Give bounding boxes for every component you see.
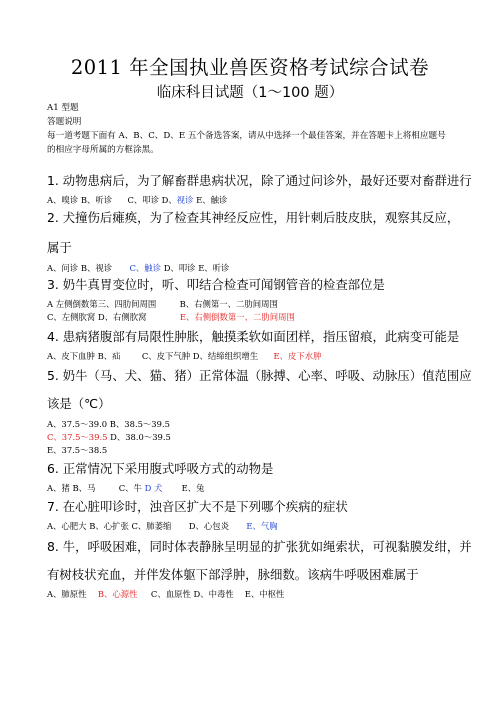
question-6-options <box>47 482 205 494</box>
question-5-options-row-2 <box>47 431 171 443</box>
page-title: 2011 年全国执业兽医资格考试综合试卷 <box>70 56 430 79</box>
option-d: D、心包炎 <box>188 521 229 531</box>
option-ab: A、猪 B、马 <box>47 483 96 493</box>
option-a: A 左侧倒数第三、四肋间周围 <box>47 299 157 309</box>
question-3-options-row-1 <box>47 298 278 310</box>
option-d-highlight: D 犬 <box>144 483 163 493</box>
question-3-options-row-2 <box>47 311 295 323</box>
question-7-stem: 7. 在心脏叩诊时，浊音区扩大不是下列哪个疾病的症状 <box>47 499 348 514</box>
option-b-highlight: B、心源性 <box>97 589 138 599</box>
question-4-stem: 4. 患病猪腹部有局限性肿胀，触摸柔软如面团样，指压留痕，此病变可能是 <box>47 329 460 344</box>
option-abc: A、心肥大 B、心扩张 C、肺萎缩 <box>47 521 172 531</box>
instructions-line-1: 每一道考题下面有 A、B、C、D、E 五个备选答案，请从中选择一个最佳答案，并在答题卡上将相应题号 <box>47 131 446 141</box>
question-5-options-row-1: A、37.5～39.0 B、38.5～39.5 <box>47 419 170 429</box>
option-c: C、叩诊 D、 <box>127 195 177 205</box>
option-d-highlight: 视诊 <box>176 195 194 205</box>
instructions-line-2: 的相应字母所属的方框涂黑。 <box>47 145 159 155</box>
option-d: D、38.0～39.5 <box>107 432 171 442</box>
option-e-highlight: E、右侧倒数第一、二肋间周围 <box>179 312 295 322</box>
option-cde: C、血原性 D、中毒性 E、中枢性 <box>150 589 285 599</box>
option-e-highlight: E、气胸 <box>246 521 278 531</box>
option-c: C、牛 <box>118 483 142 493</box>
question-type: A1 型题 <box>47 103 79 113</box>
question-5-options-row-3: E、37.5～38.5 <box>47 445 108 455</box>
option-cd: C、左侧肷窝 D、右侧肷窝 <box>47 312 147 322</box>
option-e-highlight: E、皮下水肿 <box>273 351 322 361</box>
option-c-highlight: C、触诊 <box>129 263 162 273</box>
question-2-options <box>47 262 229 274</box>
option-ab: A、问诊 B、视诊 <box>47 263 113 273</box>
option-e: E、兔 <box>181 483 205 493</box>
instructions-label: 答题说明 <box>47 117 82 127</box>
question-8-stem-line-2: 有树枝状充血，并伴发体躯下部浮肿，脉细数。该病牛呼吸困难属于 <box>47 567 419 582</box>
question-5-stem-line-1: 5. 奶牛（马、犬、猫、猪）正常体温（脉搏、心率、呼吸、动脉压）值范围应 <box>47 368 472 383</box>
option-de: D、叩诊 E、听诊 <box>163 263 230 273</box>
question-1-stem: 1. 动物患病后，为了解畜群患病状况，除了通过问诊外，最好还要对畜群进行 <box>47 173 472 188</box>
question-5-stem-line-2: 该是（℃） <box>47 396 111 411</box>
page-subtitle: 临床科目试题（1～100 题） <box>156 85 344 101</box>
question-2-stem-line-2: 属于 <box>47 240 72 255</box>
option-e: E、触诊 <box>193 195 228 205</box>
option-c-highlight: C、37.5～39.5 <box>47 432 108 442</box>
question-6-stem: 6. 正常情况下采用腹式呼吸方式的动物是 <box>47 461 274 476</box>
question-2-stem-line-1: 2. 犬撞伤后瘫痪，为了检查其神经反应性，用针刺后肢皮肤，观察其反应， <box>47 210 460 225</box>
question-1-options <box>47 194 227 206</box>
option-b: B、右侧第一、二肋间周围 <box>179 299 278 309</box>
option-ab: A、嗅诊 B、听诊 <box>47 195 113 205</box>
option-cd: C、皮下气肿 D、结缔组织增生 <box>141 351 259 361</box>
option-a: A、肺原性 <box>47 589 87 599</box>
question-8-stem-line-1: 8. 牛，呼吸困难，同时体表静脉呈明显的扩张犹如绳索状，可视黏膜发绀，并 <box>47 539 472 554</box>
question-8-options <box>47 588 284 600</box>
question-7-options <box>47 520 278 532</box>
question-4-options <box>47 350 321 362</box>
option-ab: A、皮下血肿 B、疝 <box>47 351 121 361</box>
question-3-stem: 3. 奶牛真胃变位时，听、叩结合检查可闻钢管音的检查部位是 <box>47 277 385 292</box>
